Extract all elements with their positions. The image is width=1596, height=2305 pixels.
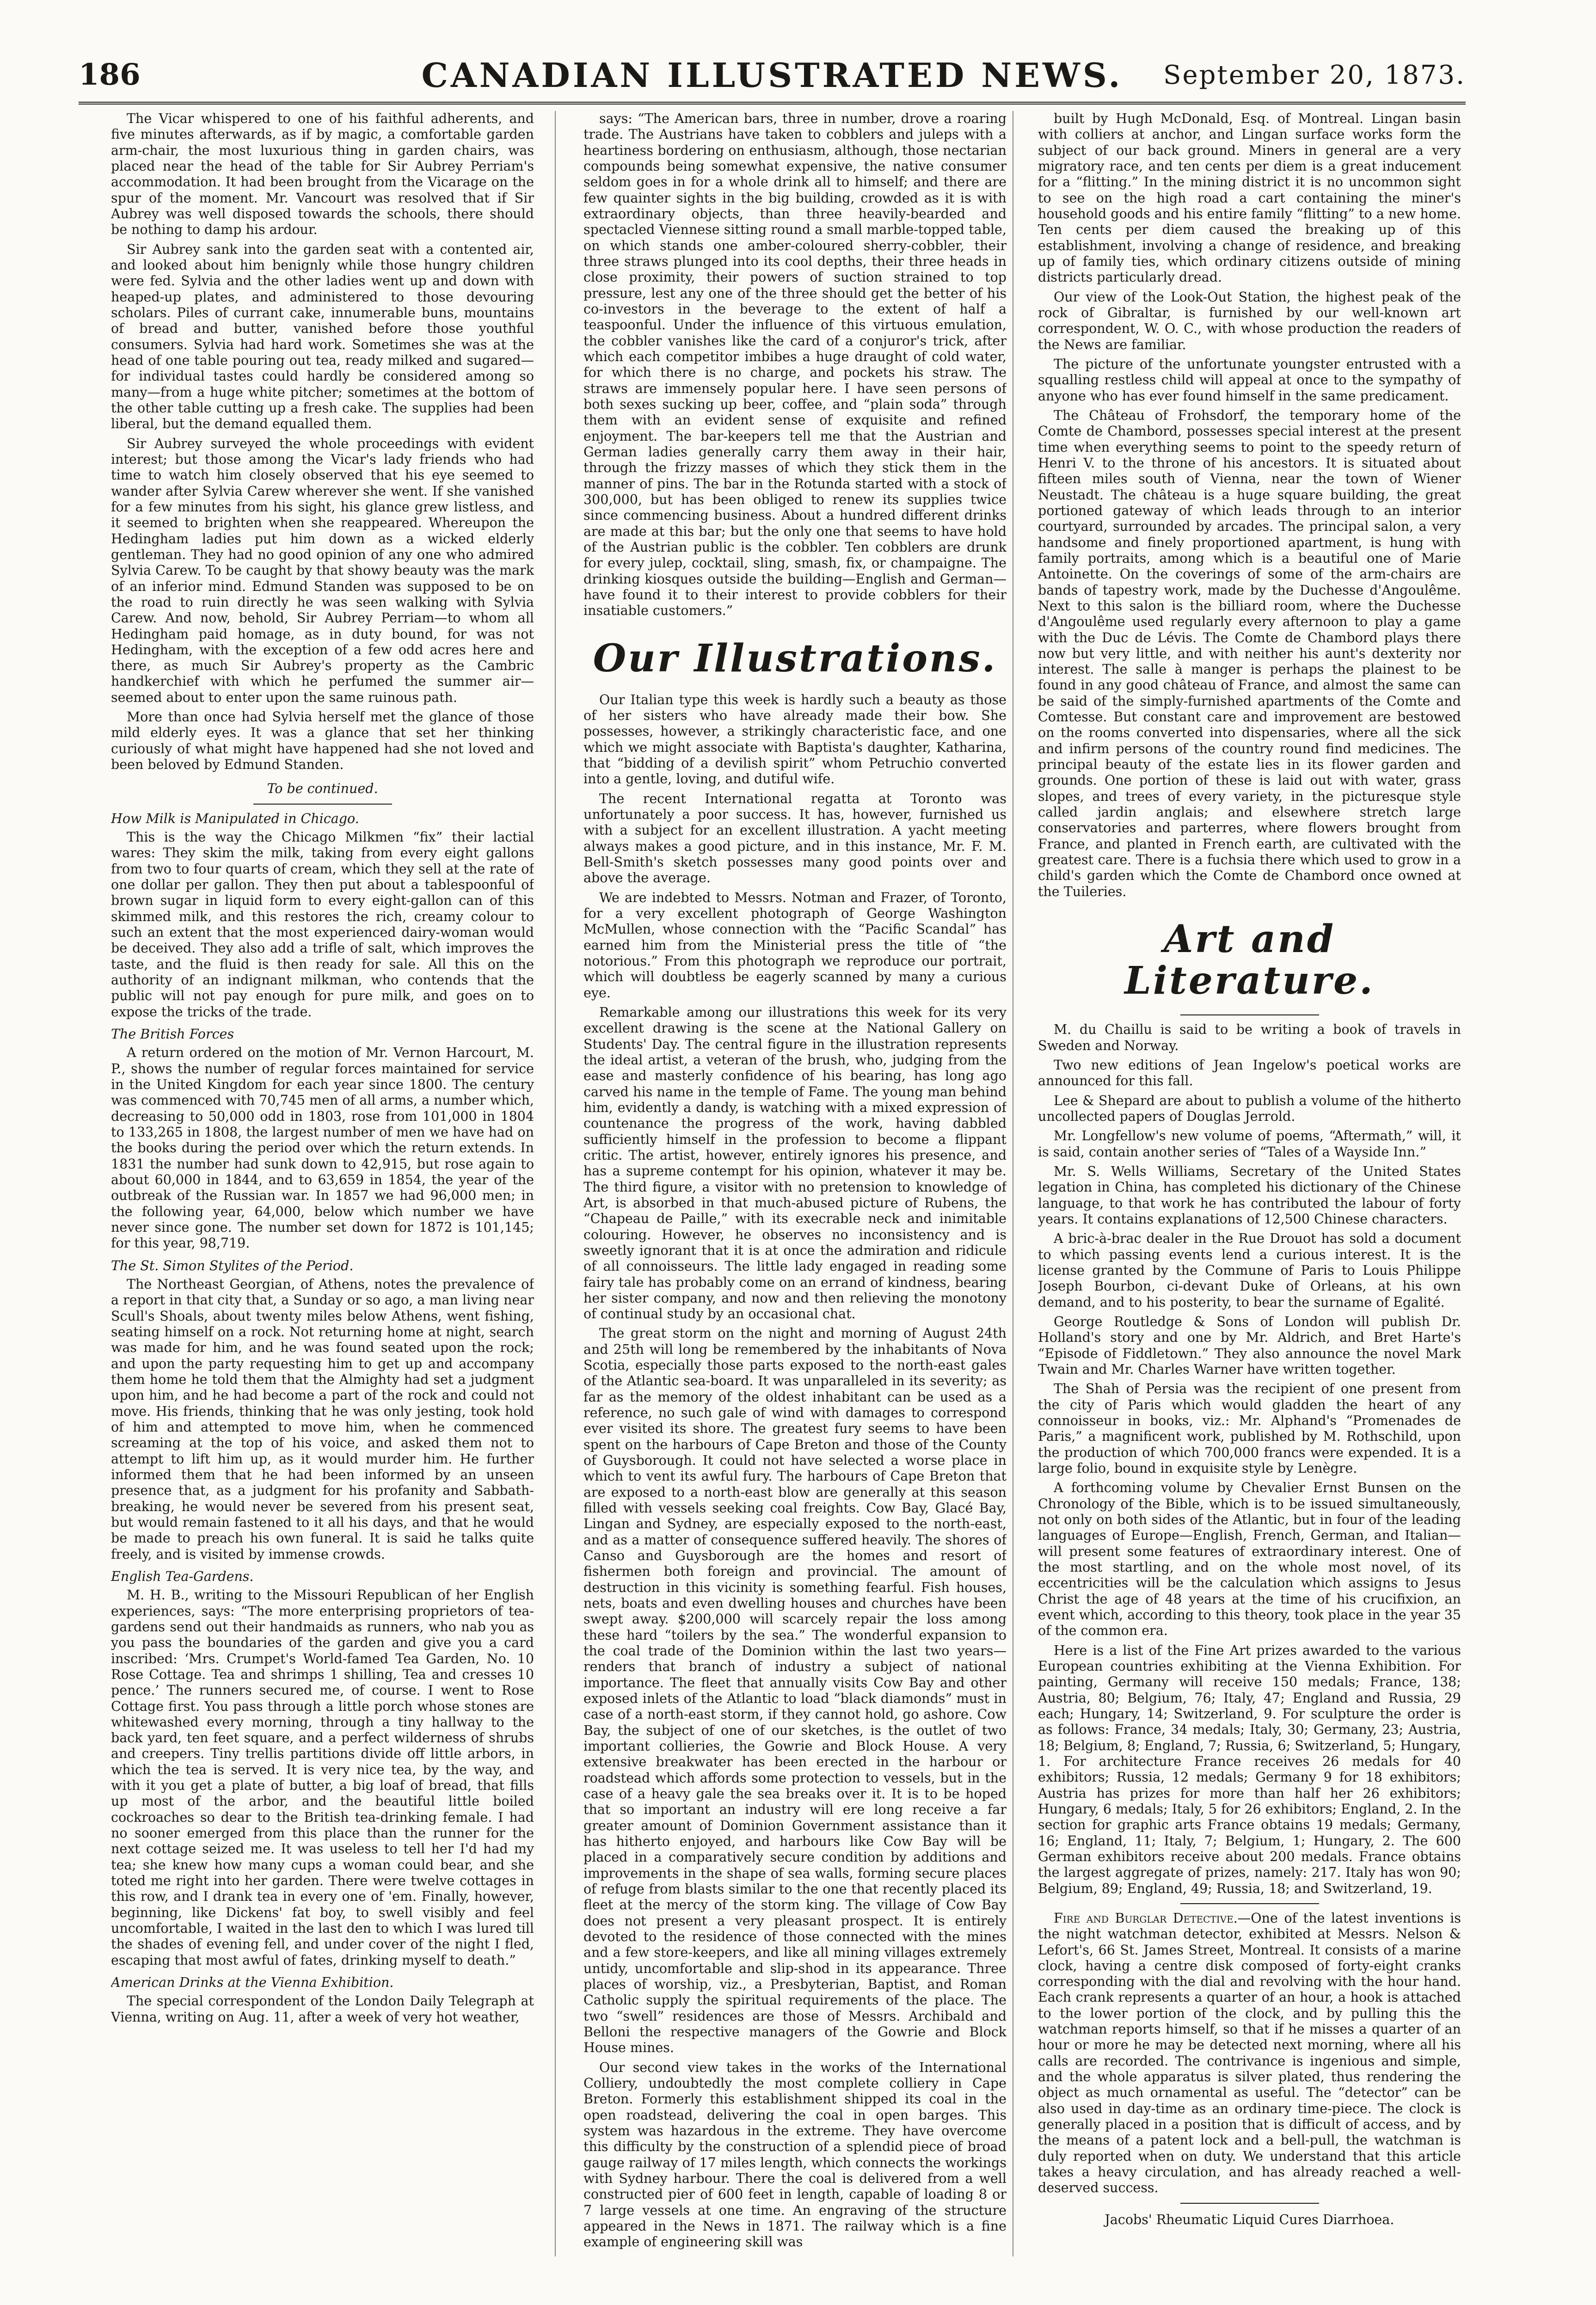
masthead bbox=[79, 51, 1466, 104]
advertisement-line: Jacobs' Rheumatic Liquid Cures Diarrhoea. bbox=[1105, 2212, 1394, 2227]
article-paragraph: Our view of the Look-Out Station, the highest peak of the rock of Gibraltar, is furnished by our well-known art correspondent, W. O. C., with whose production the readers of the News are familiar. bbox=[1038, 289, 1461, 352]
article-heading: How Milk is Manipulated in Chicago. bbox=[111, 811, 359, 826]
article-heading: The St. Simon Stylites of the Period. bbox=[111, 1258, 354, 1273]
article-paragraph: A return ordered on the motion of Mr. Vernon Harcourt, M. P., shows the number of regular forces maintained for service in the United Kingdom for each year since 1800. The century was commenced with 70,745 men of all arms, a number which, decreasing to 50,000 odd in 1803, rose from 101,000 in 1804 to 133,265 in 1808, the largest number of men we have had on the books during the period over which the return extends. In 1831 the number had sunk down to 42,915, but rose again to about 60,000 in 1844, and to 63,659 in 1854, the year of the outbreak of the Russian war. In 1857 we had 96,000 men; in the following year, 64,000, below which number we have never since gone. The number set down for 1872 is 101,145; for this year, 98,719. bbox=[111, 1045, 534, 1251]
article-paragraph: The Northeast Georgian, of Athens, notes the prevalence of a report in that city that, a Sunday or so ago, a man living near Scull's Shoals, about twenty miles below Athens, went fishing, seating himself on a rock. Not returning home at night, search was made for him, and he was found seated upon the rock; and upon the party requesting him to get up and accompany them home he told them that the Almighty had set a judgment upon him, and he had become a part of the rock and could not move. His friends, thinking that he was only jesting, took hold of him and attempted to move him, when he commenced screaming at the top of his voice, and asked them not to attempt to lift him up, as it would murder him. He further informed them that he had been informed by an unseen presence that, as a judgment for his profanity and Sabbath-breaking, he would never be severed from his present seat, but would remain fastened to it all his days, and that he would be made to preach his own funeral. It is said he talks quite freely, and is visited by immense crowds. bbox=[111, 1276, 534, 1562]
article-paragraph: M. H. B., writing to the Missouri Republican of her English experiences, says: “The more enterprising proprietors of tea-gardens send out their handmaids as runners, who nab you as you pass the boundaries of the garden and give you a card inscribed: ‘Mrs. Crumpet's World-famed Tea Garden, No. 10 Rose Cottage. Tea and shrimps 1 shilling, Tea and cresses 10 pence.’ The runners secured me, of course. I went to Rose Cottage first. You pass through a little porch whose stones are whitewashed every morning, through a tiny hallway to the back yard, ten feet square, and a perfect wilderness of shrubs and creepers. Tiny trellis partitions divide off little arbors, in which the tea is served. It is very nice tea, by the way, and with it you get a plate of butter, a big loaf of bread, that fills up most of the arbor, and the beautiful little boiled cockroaches so dear to the British tea-drinking female. I had no sooner emerged from this place than the runner for the next cottage seized me. It was useless to tell her I'd had my tea; she knew how many cups a woman could bear, and she toted me right into her garden. There were twelve cottages in this row, and I drank tea in every one of 'em. Finally, however, beginning, like Dickens' fat boy, to swell visibly and feel uncomfortable, I waited in the last den to which I was lured till the shades of evening fell, and under cover of the night I fled, escaping that most awful of fates, drinking myself to death.” bbox=[111, 1587, 534, 1968]
news-item bbox=[1038, 1911, 1461, 2196]
news-item: Lee & Shepard are about to publish a volume of the hitherto uncollected papers of Douglas Jerrold. bbox=[1038, 1093, 1461, 1125]
news-item: George Routledge & Sons of London will publish Dr. Holland's story and one by Mr. Aldrich, and Bret Harte's “Episode of Fiddletown.” They also announce the novel Mark Twain and Mr. Charles Warner have written together. bbox=[1038, 1314, 1461, 1377]
divider bbox=[1180, 1903, 1319, 1904]
news-item: A forthcoming volume by Chevalier Ernst Bunsen on the Chronology of the Bible, which is to be issued simultaneously, not only on both sides of the Atlantic, but in four of the leading languages of Europe—English, French, German, and Italian—will present some features of extraordinary interest. One of the most startling, and on the whole most novel, of its eccentricities will be the calculation which assigns to Jesus Christ the age of 48 years at the time of his crucifixion, an event which, according to this theory, took place in the year 35 of the common era. bbox=[1038, 1480, 1461, 1639]
newspaper-title: CANADIAN ILLUSTRATED NEWS. bbox=[421, 55, 1123, 95]
article-heading: American Drinks at the Vienna Exhibition. bbox=[111, 1975, 394, 1991]
item-heading: Fire and Burglar Detective. bbox=[1054, 1910, 1238, 1926]
news-item: The Shah of Persia was the recipient of one present from the city of Paris which would gladden the heart of any connoisseur in books, viz.: Mr. Alphand's “Promenades de Paris,” a magnificent work, published by M. Rothschild, upon the production of which 700,000 francs were expended. It is a large folio, bound in exquisite style by Lenègre. bbox=[1038, 1381, 1461, 1476]
article-paragraph: This is the way the Chicago Milkmen “fix” their lactial wares: They skim the milk, taking from every eight gallons from two to four quarts of cream, which they sell at the rate of one dollar per gallon. They then put about a tablespoonful of brown sugar in liquid form to every eight-gallon can of this skimmed milk, and this restores the rich, creamy colour to such an extent that the most experienced dairy-woman would be deceived. They also add a trifle of salt, which improves the taste, and the fluid is then ready for sale. All this on the authority of an indignant milkman, who contends that the public will not pay enough for pure milk, and goes on to expose the tricks of the trade. bbox=[111, 830, 534, 1020]
article-paragraph: The recent International regatta at Toronto was unfortunately a poor success. It has, however, furnished us with a subject for an excellent illustration. A yacht meeting always makes a good picture, and in this instance, Mr. F. M. Bell-Smith's sketch possesses many good points over and above the average. bbox=[583, 791, 1007, 886]
section-heading-art-and-literature: Art and Literature. bbox=[1124, 917, 1375, 1003]
page-number: 186 bbox=[79, 57, 141, 92]
article-paragraph: The Château of Frohsdorf, the temporary home of the Comte de Chambord, possesses special interest at the present time when everything seems to point to the speedy return of Henri V. to the throne of his ancestors. It is situated about fifteen miles south of Vienna, near the town of Wiener Neustadt. The château is a huge square building, the great portioned gateway of which leads through to an interior courtyard, surrounded by arcades. The principal salon, a very handsome and finely proportioned apartment, is hung with family portraits, among which is a beautiful one of Marie Antoinette. On the coverings of some of the arm-chairs are bands of tapestry work, made by the Duchesse d'Angoulême. Next to this salon is the billiard room, where the Duchesse d'Angoulême used regularly every afternoon to play a game with the Duc de Lévis. The Comte de Chambord plays there now but very little, and with neither his aunt's dexterity nor interest. The salle à manger is perhaps the plainest to be found in any good château of France, and almost the same can be said of the simply-furnished apartments of the Comte and Comtesse. But constant care and improvement are bestowed on the rooms converted into dispensaries, where all the sick and infirm persons of the country round find medicines. The principal beauty of the estate lies in its flower garden and grounds. One portion of these is laid out with water, grass slopes, and trees of every variety, in the picturesque style called jardin anglais; and elsewhere stretch large conservatories and parterres, where flowers brought from France, and planted in French earth, are cultivated with the greatest care. There is a fuchsia there which used to grow in a child's garden which the Comte de Chambord once owned at the Tuileries. bbox=[1038, 407, 1461, 899]
column-3 bbox=[1038, 111, 1461, 2256]
section-heading-our-illustrations: Our Illustrations. bbox=[593, 636, 997, 681]
article-paragraph: The picture of the unfortunate youngster entrusted with a squalling restless child will appeal at once to the sympathy of anyone who has ever found himself in the same predicament. bbox=[1038, 356, 1461, 404]
story-paragraph: The Vicar whispered to one of his faithful adherents, and five minutes afterwards, as if by magic, a comfortable garden arm-chair, the most luxurious thing in garden chairs, was placed near the head of the table for Sir Aubrey Perriam's accommodation. It had been brought from the Vicarage on the spur of the moment. Mr. Vancourt was resolved that if Sir Aubrey was well disposed towards the schools, there should be nothing to damp his ardour. bbox=[111, 111, 534, 238]
column-rule bbox=[555, 111, 556, 2256]
story-paragraph: More than once had Sylvia herself met the glance of those mild elderly eyes. It was a glance that set her thinking curiously of what might have happened had she not loved and been beloved by Edmund Standen. bbox=[111, 709, 534, 773]
article-heading: The British Forces bbox=[111, 1026, 234, 1042]
column-2 bbox=[583, 111, 1007, 2256]
news-item: M. du Chaillu is said to be writing a book of travels in Sweden and Norway. bbox=[1038, 1022, 1461, 1053]
issue-date: September 20, 1873. bbox=[1163, 60, 1466, 90]
article-heading: English Tea-Gardens. bbox=[111, 1568, 254, 1584]
story-paragraph: Sir Aubrey surveyed the whole proceedings with evident interest; but those among the Vicar's lady friends who had time to watch him closely observed that his eye seemed to wander after Sylvia Carew wherever she went. If she vanished for a few minutes from his sight, his glance grew listless, and it seemed to brighten when she reappeared. Whereupon the Hedingham ladies put him down as a wicked elderly gentleman. They had no good opinion of any one who admired Sylvia Carew. To be caught by that showy beauty was the mark of an inferior mind. Edmund Standen was supposed to be on the road to ruin directly he was seen walking with Sylvia Carew. And now, behold, Sir Aubrey Perriam—to whom all Hedingham paid homage, as in duty bound, for was not Hedingham, with the exception of a few odd acres here and there, as much Sir Aubrey's property as the Cambric handkerchief with which he perfumed the summer air—seemed about to enter upon the same ruinous path. bbox=[111, 436, 534, 705]
news-item: Mr. Longfellow's new volume of poems, “Aftermath,” will, it is said, contain another series of “Tales of a Wayside Inn.” bbox=[1038, 1128, 1461, 1160]
article-paragraph: Our second view takes in the works of the International Colliery, undoubtedly the most complete colliery in Cape Breton. Formerly this establishment shipped its coal in the open roadstead, delivering the coal in open barges. This system was hazardous in the extreme. They have overcome this difficulty by the construction of a splendid piece of broad gauge railway of 17 miles length, which connects the workings with Sydney harbour. There the coal is delivered from a well constructed pier of 600 feet in length, capable of loading 8 or 7 large vessels at one time. An engraving of the structure appeared in the News in 1871. The railway which is a fine example of engineering skill was bbox=[583, 2059, 1007, 2250]
to-be-continued: To be continued. bbox=[267, 781, 378, 797]
news-item: Here is a list of the Fine Art prizes awarded to the various European countries exhibiting at the Vienna Exhibition. For painting, Germany will receive 150 medals; France, 138; Austria, 80; Belgium, 76; Italy, 47; England and Russia, 29 each; Hungary, 14; Switzerland, 9. For sculpture the order is as follows: France, 34 medals; Italy, 30; Germany, 23; Austria, 18; Belgium, 8; England, 7; Russia, 6; Switzerland, 5; Hungary, 1. For architecture France receives 26 medals for 40 exhibitors; Russia, 12 medals; Germany 9 for 18 exhibitors; Austria has prizes for more than half her 26 exhibitors; Hungary, 6 medals; Italy, 5 for 26 exhibitors; England, 2. In the section for graphic arts France obtains 19 medals; Germany, 16; England, 11; Italy, 7; Belgium, 1; Hungary, 2. The 600 German exhibitors receive about 200 medals. France obtains the largest aggregate of prizes, namely: 217. Italy has won 90; Belgium, 89; England, 49; Russia, 18; and Switzerland, 19. bbox=[1038, 1642, 1461, 1896]
article-paragraph: The special correspondent of the London Daily Telegraph at Vienna, writing on Aug. 11, after a week of very hot weather, bbox=[111, 1993, 534, 2025]
story-paragraph: Sir Aubrey sank into the garden seat with a contented air, and looked about him benignly while those hungry children were fed. Sylvia and the other ladies went up and down with heaped-up plates, and administered to those devouring scholars. Piles of currant cake, innumerable buns, mountains of bread and butter, vanished before those youthful consumers. Sylvia had hard work. Sometimes she was at the head of one table pouring out tea, ready milked and sugared—for individual tastes could hardly be considered among so many—from a huge white pitcher; sometimes at the bottom of the other table cutting up a fresh cake. The supplies had been liberal, but the demand equalled them. bbox=[111, 241, 534, 432]
divider bbox=[1180, 1014, 1319, 1015]
item-body: —One of the latest inventions is the night watchman detector, exhibited at Messrs. Nelson & Lefort's, 66 St. James Street, Montreal. It consists of a marine clock, having a centre disk composed of forty-eight cranks corresponding with the dial and revolving with the hour hand. Each crank represents a quarter of an hour, a hook is attached to the lower portion of the clock, and by pulling this the watchman reports himself, so that if he misses a quarter of an hour or more he may be detected next morning, where all his calls are recorded. The contrivance is ingenious and simple, and the whole apparatus is silver plated, thus rendering the object as much ornamental as useful. The “detector” can be also used in day-time as an ordinary time-piece. The clock is generally placed in a position that is difficult of access, and by the means of a patent lock and a bell-pull, the watchman is duly reported when on duty. We understand that this article takes a heavy circulation, and has already reached a well-deserved success. bbox=[1038, 1910, 1461, 2196]
article-paragraph: The great storm on the night and morning of August 24th and 25th will long be remembered by the inhabitants of Nova Scotia, especially those parts exposed to the north-east gales of the Atlantic sea-board. It was unparalleled in its severity; as far as the memory of the oldest inhabitant can be used as a reference, no such gale of wind with damages to correspond ever visited its shore. The greatest fury seems to have been spent on the harbours of Cape Breton and those of the County of Guysborough. It could not have selected a worse place in which to vent its awful fury. The harbours of Cape Breton that are exposed to a north-east blow are generally at this season filled with vessels seeking coal freights. Cow Bay, Glacé Bay, Lingan and Sydney, are especially exposed to the north-east, and as a matter of consequence suffered heavily. The shores of Canso and Guysborough are the homes and resort of fishermen both foreign and provincial. The amount of destruction in this vicinity is something fearful. Fish houses, nets, boats and even dwelling houses and churches have been swept away. $200,000 will scarcely repair the loss among these hard “toilers by the sea.” The wonderful expansion to the coal trade of the Dominion within the last two years—renders that branch of industry a subject of national importance. The fleet that annually visits Cow Bay and other exposed inlets of the Atlantic to load “black diamonds” must in case of a north-east storm, if they cannot hold, go ashore. Cow Bay, the subject of one of our sketches, is the outlet of two important collieries, the Gowrie and Block House. A very extensive breakwater has been erected in the harbour or roadstead which affords some protection to vessels, but in the case of a heavy gale the sea breaks over it. It is to be hoped that so important an industry will ere long receive a far greater amount of Dominion Government assistance than it has hitherto enjoyed, and harbours like Cow Bay will be placed in a comparatively secure condition by additions and improvements in the shape of sea walls, forming secure places of refuge from blasts similar to the one that recently placed its fleet at the mercy of the storm king. The village of Cow Bay does not present a very pleasant prospect. It is entirely devoted to the residence of those connected with the mines and a few store-keepers, and like all mining villages extremely untidy, uncomfortable and slip-shod in its appearance. Three places of worship, viz., a Presbyterian, Baptist, and Roman Catholic supply the spiritual requirements of the place. The two “swell” residences are those of Messrs. Archibald and Belloni the respective managers of the Gowrie and Block House mines. bbox=[583, 1326, 1007, 2056]
article-paragraph: says: “The American bars, three in number, drove a roaring trade. The Austrians have taken to cobblers and juleps with a heartiness bordering on enthusiasm, although, those nectarian compounds being somewhat expensive, the native consumer seldom goes in for a whole drink all to himself; and there are few quainter sights in the big building, crowded as it is with extraordinary objects, than three heavily-bearded and spectacled Viennese sitting round a small marble-topped table, on which stands one amber-coloured sherry-cobbler, their three straws plunged into its cool depths, their three heads in close proximity, their powers of suction strained to top pressure, lest any one of the three should get the better of his co-investors in the beverage to the extent of half a teaspoonful. Under the influence of this virtuous emulation, the cobbler vanishes like the card of a conjuror's trick, after which each competitor imbibes a huge draught of cold water, for which there is no charge, and pockets his straw. The straws are immensely popular here. I have seen persons of both sexes sucking up beer, coffee, and “plain soda” through them with an evident sense of exquisite and refined enjoyment. The bar-keepers tell me that the Austrian and German ladies generally carry them away in their hair, through the frizzy masses of which they stick them in the manner of pins. The bar in the Rotunda started with a stock of 300,000, but has been obliged to renew its supplies twice since commencing business. About a hundred different drinks are made at this bar; but the only one that seems to have hold of the Austrian public is the cobbler. Ten cobblers are drunk for every julep, cocktail, sling, smash, fix, or champaigne. The drinking kiosques outside the building—English and German—have found it to their interest to provide cobblers for their insatiable customers.” bbox=[583, 111, 1007, 619]
news-item: Two new editions of Jean Ingelow's poetical works are announced for this fall. bbox=[1038, 1057, 1461, 1089]
news-item: Mr. S. Wells Williams, Secretary of the United States legation in China, has completed his dictionary of the Chinese language, to that work he has contributed the labour of forty years. It contains explanations of 12,500 Chinese characters. bbox=[1038, 1164, 1461, 1227]
article-paragraph: built by Hugh McDonald, Esq. of Montreal. Lingan basin with colliers at anchor, and Lingan surface works form the subject of our back ground. Miners in general are a very migratory race, and ten cents per diem is a great inducement for a “flitting.” In the mining district it is no uncommon sight to see on the high road a cart containing the miner's household goods and his entire family “flitting” to a new home. Ten cents per diem caused the breaking up of this establishment, involving a change of residence, and breaking up of family ties, which ordinary citizens outside of mining districts particularly dread. bbox=[1038, 111, 1461, 285]
article-paragraph: We are indebted to Messrs. Notman and Frazer, of Toronto, for a very excellent photograph of George Washington McMullen, whose connection with the “Pacific Scandal” has earned him from the Ministerial press the title of “the notorious.” From this photograph we reproduce our portrait, which will doubtless be eagerly scanned by many a curious eye. bbox=[583, 890, 1007, 1001]
divider bbox=[253, 804, 392, 805]
column-1 bbox=[111, 111, 534, 2256]
news-item: A bric-à-brac dealer in the Rue Drouot has sold a document to which passing events lend a curious interest. It is the license granted by the Commune of Paris to Louis Philippe Joseph Bourbon, ci-devant Duke of Orleans, at his own demand, and to his posterity, to bear the surname of Egalité. bbox=[1038, 1231, 1461, 1310]
article-paragraph: Remarkable among our illustrations this week for its very excellent drawing is the scene at the National Gallery on Students' Day. The central figure in the illustration represents the ideal artist, a veteran of the brush, who, judging from the ease and masterly confidence of his bearing, has long ago carved his name in the temple of Fame. The young man behind him, evidently a dandy, is watching with a mixed expression of countenance the progress of the work, having dabbled sufficiently himself in the profession to become a flippant critic. The artist, however, entirely ignores his presence, and has a supreme contempt for his opinion, whatever it may be. The third figure, a visitor with no pretension to knowledge of Art, is absorbed in that much-abused picture of Rubens, the “Chapeau de Paille,” with its execrable neck and inimitable colouring. However, he observes no inconsistency and is sweetly ignorant that it is at once the admiration and ridicule of all connoisseurs. The little lady engaged in reading some fairy tale has probably come on an errand of kindness, bearing her sister company, and now and then relieving the monotony of continual study by an occasional chat. bbox=[583, 1004, 1007, 1322]
article-paragraph: Our Italian type this week is hardly such a beauty as those of her sisters who have already made their bow. She possesses, however, a strikingly characteristic face, and one which we might associate with Baptista's daughter, Katharina, that “bidding of a devilish spirit” whom Petruchio converted into a gentle, loving, and dutiful wife. bbox=[583, 692, 1007, 787]
divider bbox=[1180, 2203, 1319, 2204]
